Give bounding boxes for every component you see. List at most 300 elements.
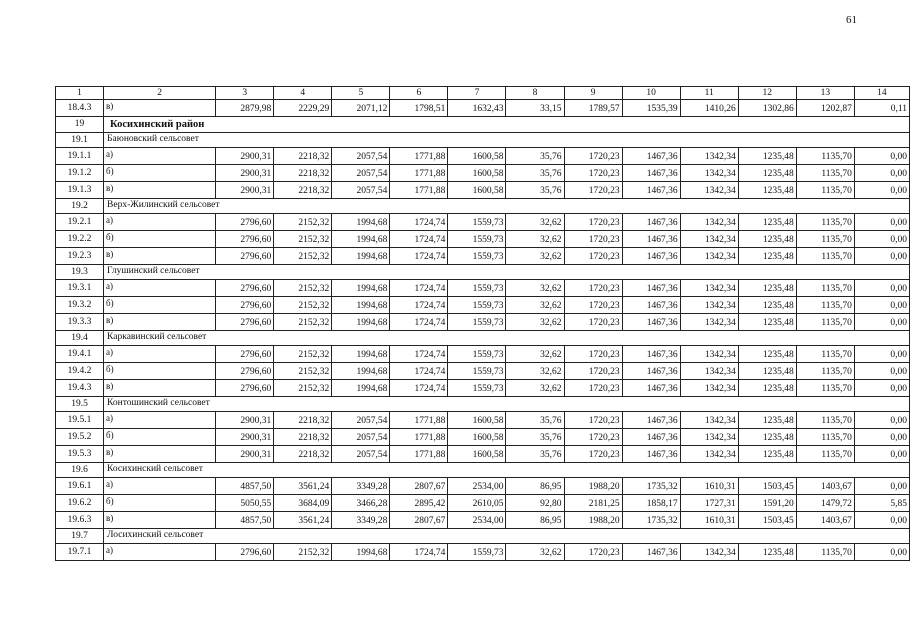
value-cell: 0,00 — [854, 544, 909, 561]
row-label: б) — [104, 297, 216, 314]
row-code: 19.3.1 — [56, 280, 104, 297]
column-header: 2 — [104, 87, 216, 100]
value-cell: 2807,67 — [390, 512, 448, 529]
value-cell: 1135,70 — [796, 248, 854, 265]
value-cell: 2796,60 — [216, 248, 274, 265]
value-cell: 32,62 — [506, 231, 564, 248]
column-header: 8 — [506, 87, 564, 100]
subsection-title: Косихинский сельсовет — [104, 463, 910, 478]
row-code: 19.7.1 — [56, 544, 104, 561]
value-cell: 2152,32 — [274, 231, 332, 248]
value-cell: 1467,36 — [622, 363, 680, 380]
value-cell: 4857,50 — [216, 478, 274, 495]
row-label: в) — [104, 100, 216, 117]
value-cell: 1342,34 — [680, 165, 738, 182]
table-row — [56, 478, 910, 495]
table-row — [56, 280, 910, 297]
value-cell: 32,62 — [506, 380, 564, 397]
value-cell: 0,00 — [854, 297, 909, 314]
value-cell: 2900,31 — [216, 165, 274, 182]
value-cell: 1235,48 — [738, 544, 796, 561]
table-row — [56, 214, 910, 231]
value-cell: 2218,32 — [274, 148, 332, 165]
row-code: 19.5.3 — [56, 446, 104, 463]
value-cell: 0,00 — [854, 380, 909, 397]
value-cell: 2152,32 — [274, 297, 332, 314]
value-cell: 0,00 — [854, 346, 909, 363]
value-cell: 2796,60 — [216, 544, 274, 561]
value-cell: 2879,98 — [216, 100, 274, 117]
value-cell: 2796,60 — [216, 297, 274, 314]
subsection-row — [56, 331, 910, 346]
value-cell: 5050,55 — [216, 495, 274, 512]
row-label: б) — [104, 231, 216, 248]
value-cell: 2057,54 — [332, 446, 390, 463]
column-header: 13 — [796, 87, 854, 100]
value-cell: 1724,74 — [390, 346, 448, 363]
value-cell: 1994,68 — [332, 346, 390, 363]
value-cell: 1342,34 — [680, 363, 738, 380]
value-cell: 1467,36 — [622, 346, 680, 363]
value-cell: 2057,54 — [332, 165, 390, 182]
value-cell: 1600,58 — [448, 446, 506, 463]
row-label: в) — [104, 380, 216, 397]
row-label: а) — [104, 346, 216, 363]
value-cell: 2900,31 — [216, 446, 274, 463]
value-cell: 0,00 — [854, 165, 909, 182]
value-cell: 32,62 — [506, 363, 564, 380]
value-cell: 32,62 — [506, 248, 564, 265]
value-cell: 2152,32 — [274, 544, 332, 561]
section-row — [56, 117, 910, 133]
value-cell: 2071,12 — [332, 100, 390, 117]
value-cell: 2534,00 — [448, 478, 506, 495]
tariff-table — [55, 86, 910, 561]
value-cell: 1600,58 — [448, 429, 506, 446]
value-cell: 1135,70 — [796, 182, 854, 199]
page-number: 61 — [846, 14, 857, 26]
subsection-row — [56, 133, 910, 148]
value-cell: 1994,68 — [332, 544, 390, 561]
value-cell: 2900,31 — [216, 148, 274, 165]
value-cell: 3349,28 — [332, 512, 390, 529]
value-cell: 1467,36 — [622, 412, 680, 429]
table-row — [56, 248, 910, 265]
value-cell: 1720,23 — [564, 346, 622, 363]
value-cell: 1724,74 — [390, 231, 448, 248]
value-cell: 32,62 — [506, 314, 564, 331]
value-cell: 1235,48 — [738, 314, 796, 331]
value-cell: 0,00 — [854, 182, 909, 199]
value-cell: 32,62 — [506, 280, 564, 297]
value-cell: 2152,32 — [274, 363, 332, 380]
row-code: 19.2.2 — [56, 231, 104, 248]
column-header: 3 — [216, 87, 274, 100]
value-cell: 2900,31 — [216, 182, 274, 199]
header-row — [56, 87, 910, 100]
value-cell: 1720,23 — [564, 248, 622, 265]
value-cell: 2218,32 — [274, 182, 332, 199]
value-cell: 1342,34 — [680, 148, 738, 165]
value-cell: 3349,28 — [332, 478, 390, 495]
row-label: а) — [104, 412, 216, 429]
row-code: 19.5 — [56, 397, 104, 412]
value-cell: 1994,68 — [332, 231, 390, 248]
value-cell: 1342,34 — [680, 182, 738, 199]
column-header: 7 — [448, 87, 506, 100]
row-code: 19.1.2 — [56, 165, 104, 182]
table-row — [56, 182, 910, 199]
value-cell: 1235,48 — [738, 297, 796, 314]
table-row — [56, 495, 910, 512]
row-code: 19.5.2 — [56, 429, 104, 446]
row-label: б) — [104, 363, 216, 380]
value-cell: 1342,34 — [680, 380, 738, 397]
value-cell: 1720,23 — [564, 182, 622, 199]
value-cell: 1771,88 — [390, 412, 448, 429]
value-cell: 1591,20 — [738, 495, 796, 512]
value-cell: 1559,73 — [448, 346, 506, 363]
value-cell: 1342,34 — [680, 346, 738, 363]
value-cell: 1235,48 — [738, 165, 796, 182]
value-cell: 1798,51 — [390, 100, 448, 117]
value-cell: 1735,32 — [622, 512, 680, 529]
value-cell: 1724,74 — [390, 248, 448, 265]
column-header: 1 — [56, 87, 104, 100]
value-cell: 1235,48 — [738, 214, 796, 231]
table-row — [56, 231, 910, 248]
table-row — [56, 429, 910, 446]
value-cell: 1994,68 — [332, 314, 390, 331]
subsection-title: Верх-Жилинский сельсовет — [104, 199, 910, 214]
value-cell: 2900,31 — [216, 429, 274, 446]
value-cell: 33,15 — [506, 100, 564, 117]
value-cell: 2057,54 — [332, 429, 390, 446]
value-cell: 86,95 — [506, 512, 564, 529]
row-code: 19.4.2 — [56, 363, 104, 380]
value-cell: 1467,36 — [622, 446, 680, 463]
value-cell: 1342,34 — [680, 544, 738, 561]
value-cell: 1559,73 — [448, 363, 506, 380]
value-cell: 1235,48 — [738, 446, 796, 463]
value-cell: 92,80 — [506, 495, 564, 512]
value-cell: 1789,57 — [564, 100, 622, 117]
value-cell: 0,00 — [854, 478, 909, 495]
column-header: 5 — [332, 87, 390, 100]
value-cell: 3561,24 — [274, 512, 332, 529]
value-cell: 0,00 — [854, 248, 909, 265]
value-cell: 1235,48 — [738, 346, 796, 363]
row-label: б) — [104, 165, 216, 182]
value-cell: 1724,74 — [390, 544, 448, 561]
value-cell: 2796,60 — [216, 363, 274, 380]
value-cell: 1559,73 — [448, 314, 506, 331]
row-code: 19.4.3 — [56, 380, 104, 397]
value-cell: 1559,73 — [448, 544, 506, 561]
value-cell: 1720,23 — [564, 280, 622, 297]
value-cell: 1724,74 — [390, 280, 448, 297]
row-code: 19.2 — [56, 199, 104, 214]
column-header: 9 — [564, 87, 622, 100]
value-cell: 2218,32 — [274, 412, 332, 429]
table-row — [56, 446, 910, 463]
value-cell: 35,76 — [506, 165, 564, 182]
subsection-title: Лосихинский сельсовет — [104, 529, 910, 544]
value-cell: 2218,32 — [274, 165, 332, 182]
value-cell: 1724,74 — [390, 297, 448, 314]
value-cell: 1994,68 — [332, 280, 390, 297]
value-cell: 1135,70 — [796, 314, 854, 331]
row-label: в) — [104, 512, 216, 529]
value-cell: 1720,23 — [564, 165, 622, 182]
value-cell: 1410,26 — [680, 100, 738, 117]
row-label: б) — [104, 429, 216, 446]
value-cell: 0,00 — [854, 280, 909, 297]
value-cell: 1479,72 — [796, 495, 854, 512]
section-title: Косихинский район — [104, 117, 910, 133]
value-cell: 1632,43 — [448, 100, 506, 117]
value-cell: 3466,28 — [332, 495, 390, 512]
subsection-title: Баюновский сельсовет — [104, 133, 910, 148]
value-cell: 5,85 — [854, 495, 909, 512]
subsection-row — [56, 463, 910, 478]
value-cell: 35,76 — [506, 182, 564, 199]
table-row — [56, 380, 910, 397]
value-cell: 1235,48 — [738, 248, 796, 265]
value-cell: 86,95 — [506, 478, 564, 495]
value-cell: 1235,48 — [738, 380, 796, 397]
row-label: а) — [104, 148, 216, 165]
value-cell: 1467,36 — [622, 380, 680, 397]
value-cell: 1610,31 — [680, 512, 738, 529]
value-cell: 1342,34 — [680, 231, 738, 248]
value-cell: 1724,74 — [390, 380, 448, 397]
value-cell: 2796,60 — [216, 314, 274, 331]
value-cell: 1342,34 — [680, 248, 738, 265]
value-cell: 35,76 — [506, 148, 564, 165]
value-cell: 1994,68 — [332, 297, 390, 314]
row-label: в) — [104, 182, 216, 199]
value-cell: 1135,70 — [796, 148, 854, 165]
value-cell: 1994,68 — [332, 363, 390, 380]
value-cell: 2057,54 — [332, 182, 390, 199]
row-code: 19.4 — [56, 331, 104, 346]
value-cell: 2796,60 — [216, 380, 274, 397]
value-cell: 1467,36 — [622, 231, 680, 248]
row-code: 19 — [56, 117, 104, 133]
row-code: 19.7 — [56, 529, 104, 544]
value-cell: 1135,70 — [796, 412, 854, 429]
value-cell: 1467,36 — [622, 314, 680, 331]
value-cell: 1135,70 — [796, 297, 854, 314]
row-label: в) — [104, 314, 216, 331]
value-cell: 1342,34 — [680, 446, 738, 463]
value-cell: 2900,31 — [216, 412, 274, 429]
value-cell: 2152,32 — [274, 248, 332, 265]
value-cell: 1559,73 — [448, 231, 506, 248]
value-cell: 1771,88 — [390, 429, 448, 446]
value-cell: 1727,31 — [680, 495, 738, 512]
value-cell: 0,00 — [854, 148, 909, 165]
row-code: 19.6.2 — [56, 495, 104, 512]
value-cell: 1135,70 — [796, 446, 854, 463]
value-cell: 1994,68 — [332, 214, 390, 231]
row-code: 19.5.1 — [56, 412, 104, 429]
column-header: 12 — [738, 87, 796, 100]
value-cell: 2218,32 — [274, 446, 332, 463]
value-cell: 1342,34 — [680, 214, 738, 231]
value-cell: 0,00 — [854, 412, 909, 429]
value-cell: 1135,70 — [796, 231, 854, 248]
value-cell: 0,00 — [854, 512, 909, 529]
value-cell: 1135,70 — [796, 280, 854, 297]
row-label: а) — [104, 544, 216, 561]
value-cell: 1735,32 — [622, 478, 680, 495]
value-cell: 1724,74 — [390, 214, 448, 231]
row-code: 19.3 — [56, 265, 104, 280]
value-cell: 1235,48 — [738, 280, 796, 297]
value-cell: 1600,58 — [448, 148, 506, 165]
value-cell: 1342,34 — [680, 297, 738, 314]
value-cell: 2796,60 — [216, 280, 274, 297]
value-cell: 1559,73 — [448, 380, 506, 397]
value-cell: 1342,34 — [680, 314, 738, 331]
value-cell: 1135,70 — [796, 429, 854, 446]
subsection-row — [56, 529, 910, 544]
value-cell: 1771,88 — [390, 182, 448, 199]
table-row — [56, 314, 910, 331]
value-cell: 0,00 — [854, 446, 909, 463]
value-cell: 1988,20 — [564, 478, 622, 495]
value-cell: 1467,36 — [622, 429, 680, 446]
value-cell: 1467,36 — [622, 297, 680, 314]
value-cell: 1771,88 — [390, 148, 448, 165]
value-cell: 1600,58 — [448, 165, 506, 182]
value-cell: 1720,23 — [564, 148, 622, 165]
value-cell: 1467,36 — [622, 544, 680, 561]
value-cell: 2610,05 — [448, 495, 506, 512]
value-cell: 1235,48 — [738, 182, 796, 199]
column-header: 14 — [854, 87, 909, 100]
value-cell: 1771,88 — [390, 165, 448, 182]
value-cell: 2057,54 — [332, 148, 390, 165]
value-cell: 2534,00 — [448, 512, 506, 529]
value-cell: 1467,36 — [622, 148, 680, 165]
value-cell: 1467,36 — [622, 214, 680, 231]
column-header: 10 — [622, 87, 680, 100]
value-cell: 0,00 — [854, 429, 909, 446]
value-cell: 1994,68 — [332, 380, 390, 397]
value-cell: 1467,36 — [622, 280, 680, 297]
value-cell: 3684,09 — [274, 495, 332, 512]
table-body — [56, 87, 910, 561]
row-code: 19.1.3 — [56, 182, 104, 199]
row-code: 19.2.3 — [56, 248, 104, 265]
value-cell: 1403,67 — [796, 478, 854, 495]
value-cell: 2807,67 — [390, 478, 448, 495]
table-row — [56, 165, 910, 182]
value-cell: 1503,45 — [738, 478, 796, 495]
column-header: 6 — [390, 87, 448, 100]
value-cell: 1720,23 — [564, 314, 622, 331]
value-cell: 2895,42 — [390, 495, 448, 512]
value-cell: 1724,74 — [390, 363, 448, 380]
value-cell: 1720,23 — [564, 214, 622, 231]
value-cell: 1135,70 — [796, 380, 854, 397]
value-cell: 1600,58 — [448, 182, 506, 199]
value-cell: 1467,36 — [622, 248, 680, 265]
value-cell: 2796,60 — [216, 231, 274, 248]
subsection-row — [56, 397, 910, 412]
value-cell: 2796,60 — [216, 214, 274, 231]
row-label: в) — [104, 248, 216, 265]
value-cell: 1342,34 — [680, 280, 738, 297]
value-cell: 1559,73 — [448, 297, 506, 314]
value-cell: 1994,68 — [332, 248, 390, 265]
value-cell: 2181,25 — [564, 495, 622, 512]
table-row — [56, 297, 910, 314]
value-cell: 3561,24 — [274, 478, 332, 495]
row-code: 19.6.3 — [56, 512, 104, 529]
value-cell: 1467,36 — [622, 182, 680, 199]
row-code: 19.3.2 — [56, 297, 104, 314]
value-cell: 1403,67 — [796, 512, 854, 529]
value-cell: 1342,34 — [680, 412, 738, 429]
value-cell: 2152,32 — [274, 380, 332, 397]
value-cell: 0,11 — [854, 100, 909, 117]
value-cell: 1135,70 — [796, 363, 854, 380]
table-row — [56, 412, 910, 429]
value-cell: 1302,86 — [738, 100, 796, 117]
value-cell: 1720,23 — [564, 544, 622, 561]
value-cell: 2152,32 — [274, 280, 332, 297]
table-row — [56, 544, 910, 561]
row-code: 19.6 — [56, 463, 104, 478]
value-cell: 1720,23 — [564, 446, 622, 463]
table-row — [56, 346, 910, 363]
value-cell: 1235,48 — [738, 429, 796, 446]
row-label: а) — [104, 214, 216, 231]
value-cell: 1724,74 — [390, 314, 448, 331]
value-cell: 1467,36 — [622, 165, 680, 182]
table-row — [56, 512, 910, 529]
value-cell: 1535,39 — [622, 100, 680, 117]
row-code: 19.6.1 — [56, 478, 104, 495]
value-cell: 0,00 — [854, 363, 909, 380]
row-label: а) — [104, 280, 216, 297]
value-cell: 2152,32 — [274, 214, 332, 231]
value-cell: 2152,32 — [274, 314, 332, 331]
value-cell: 1503,45 — [738, 512, 796, 529]
column-header: 11 — [680, 87, 738, 100]
value-cell: 2796,60 — [216, 346, 274, 363]
row-label: б) — [104, 495, 216, 512]
value-cell: 1600,58 — [448, 412, 506, 429]
value-cell: 2218,32 — [274, 429, 332, 446]
value-cell: 1235,48 — [738, 412, 796, 429]
subsection-title: Глушинский сельсовет — [104, 265, 910, 280]
row-code: 19.2.1 — [56, 214, 104, 231]
value-cell: 1559,73 — [448, 248, 506, 265]
row-code: 19.1 — [56, 133, 104, 148]
subsection-row — [56, 199, 910, 214]
value-cell: 2152,32 — [274, 346, 332, 363]
value-cell: 1771,88 — [390, 446, 448, 463]
subsection-row — [56, 265, 910, 280]
value-cell: 32,62 — [506, 297, 564, 314]
value-cell: 1342,34 — [680, 429, 738, 446]
value-cell: 1135,70 — [796, 165, 854, 182]
